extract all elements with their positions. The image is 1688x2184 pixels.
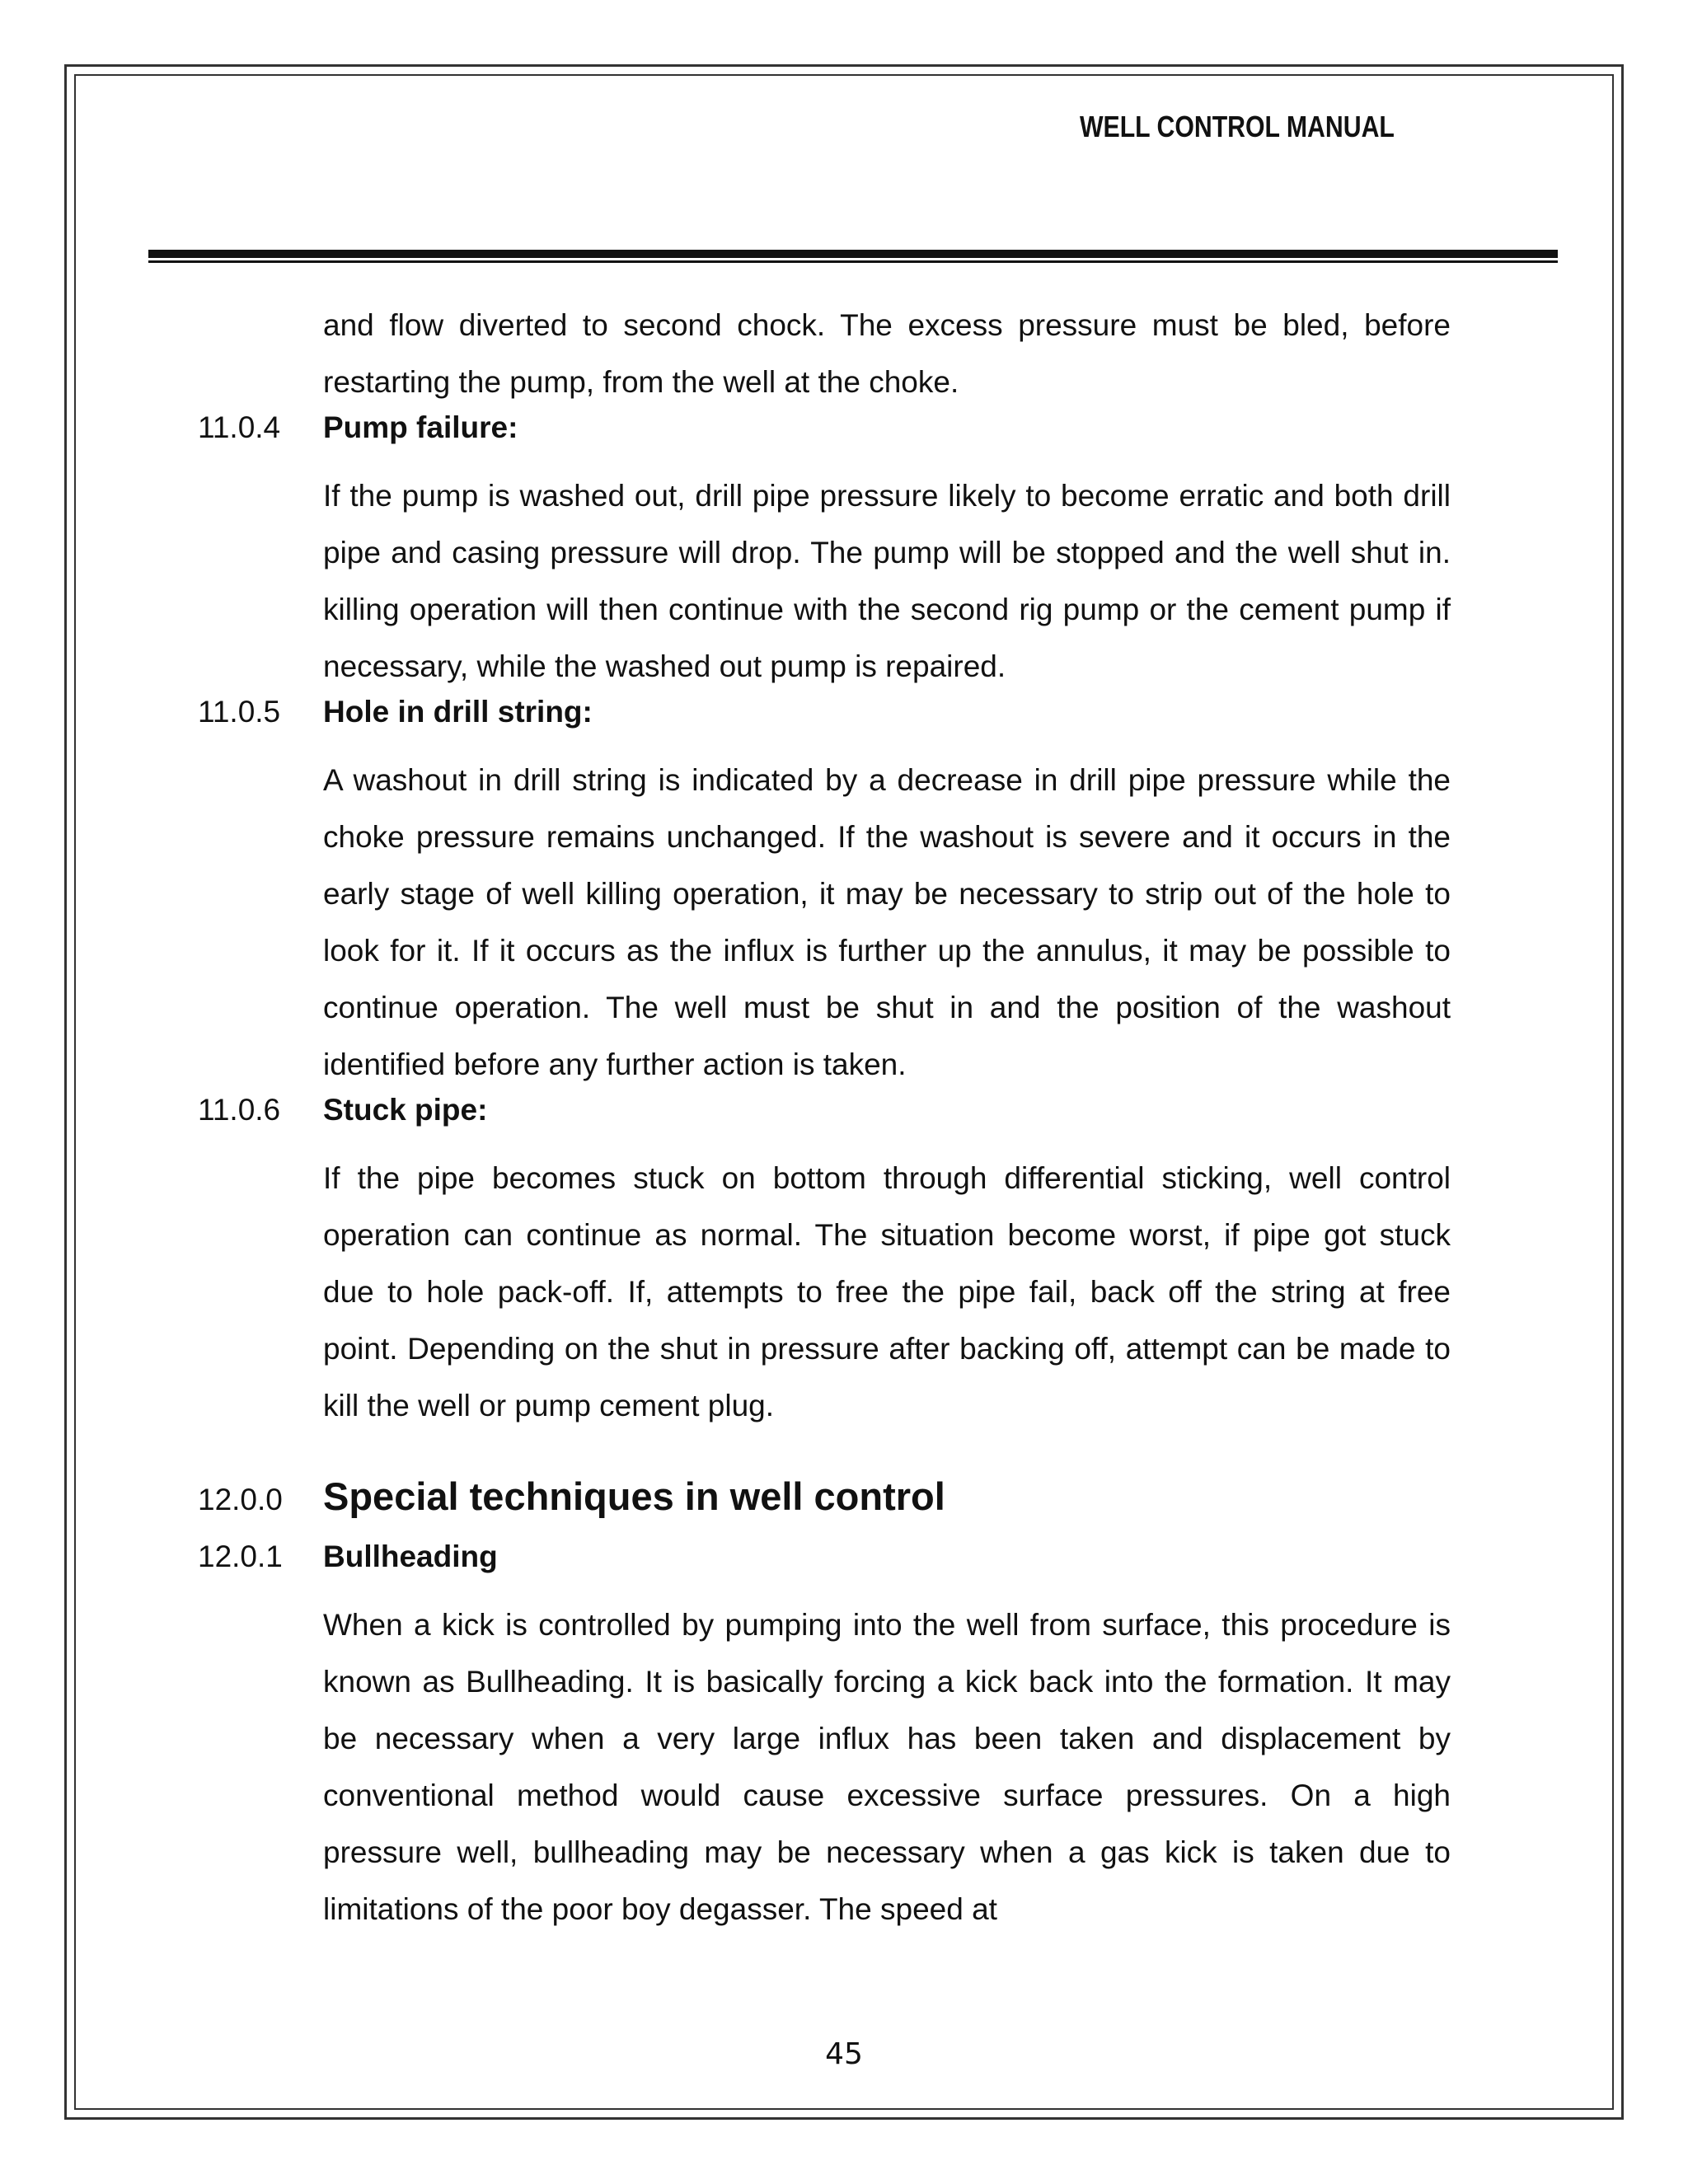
text-line: it may be possible to continue operation. The well must be shut in and the [323, 934, 1451, 1024]
section-paragraph [323, 752, 1451, 1093]
section-heading: Bullheading [323, 1540, 498, 1573]
text-line: out of the hole to look for it. If it occurs as the influx is further up the annulus, [323, 877, 1451, 968]
section-heading-row [198, 1093, 1451, 1150]
text-line: A washout in drill string is indicated by a decrease in drill pipe pressure while [323, 763, 1397, 797]
text-line: procedure is known as Bullheading. It is basically forcing a kick back into the [323, 1608, 1451, 1699]
text-line: formation. It may be necessary when a very large influx has been taken and [323, 1665, 1451, 1755]
chapter-heading: Special techniques in well control [323, 1474, 945, 1518]
section-number: 11.0.6 [198, 1093, 281, 1127]
text-line: before restarting the pump, from the well at the choke. [323, 308, 1451, 399]
section-heading-row [198, 695, 1451, 752]
section-paragraph [323, 1150, 1451, 1434]
text-line: gas kick is taken due to limitations of the poor boy degasser. The speed at [323, 1835, 1451, 1926]
text-line: When a kick is controlled by pumping into the well from surface, this [323, 1608, 1269, 1642]
section-heading: Hole in drill string: [323, 695, 593, 729]
text-line: both drill pipe and casing pressure will drop. The pump will be stopped and [323, 479, 1451, 569]
text-line: and flow diverted to second chock. The excess pressure must be bled, [323, 308, 1349, 342]
text-line: the well shut in. killing operation will then continue with the second rig pump [323, 536, 1451, 626]
text-line: pressures. On a high pressure well, bullheading may be necessary when a [323, 1779, 1451, 1869]
text-line: can be made to kill the well or pump cement plug. [323, 1332, 1451, 1422]
section-heading: Pump failure: [323, 410, 518, 444]
text-line: occurs in the early stage of well killing operation, it may be necessary to strip [323, 820, 1451, 911]
page-body [198, 297, 1451, 1938]
text-line: at free point. Depending on the shut in pressure after backing off, attempt [323, 1275, 1451, 1366]
text-line: If the pump is washed out, drill pipe pressure likely to become erratic and [323, 479, 1325, 513]
text-line: operation can continue as normal. The situation become worst, if pipe got [323, 1218, 1367, 1252]
section-heading-row [198, 1540, 1451, 1596]
section-paragraph [323, 1596, 1451, 1938]
text-line: stuck due to hole pack-off. If, attempts to free the pipe fail, back off the string [323, 1218, 1451, 1309]
intro-paragraph [323, 297, 1451, 410]
text-line: the choke pressure remains unchanged. If the washout is severe and it [323, 763, 1451, 854]
header-rule-thick [148, 250, 1558, 258]
section-paragraph [323, 467, 1451, 695]
text-line: If the pipe becomes stuck on bottom through differential sticking, well control [323, 1161, 1451, 1195]
text-line: position of the washout identified before any further action is taken. [323, 991, 1451, 1081]
section-number: 11.0.5 [198, 695, 281, 729]
section-heading: Stuck pipe: [323, 1093, 488, 1127]
page-number: 45 [825, 2037, 863, 2071]
chapter-heading-row [198, 1474, 1451, 1540]
text-line: or the cement pump if necessary, while the washed out pump is repaired. [323, 593, 1451, 683]
header-rule-thin [148, 260, 1558, 263]
running-header: WELL CONTROL MANUAL [1080, 110, 1395, 143]
section-number: 11.0.4 [198, 410, 281, 444]
chapter-number: 12.0.0 [198, 1483, 283, 1516]
text-line: displacement by conventional method would cause excessive surface [323, 1722, 1451, 1812]
section-number: 12.0.1 [198, 1540, 283, 1573]
section-heading-row [198, 410, 1451, 467]
